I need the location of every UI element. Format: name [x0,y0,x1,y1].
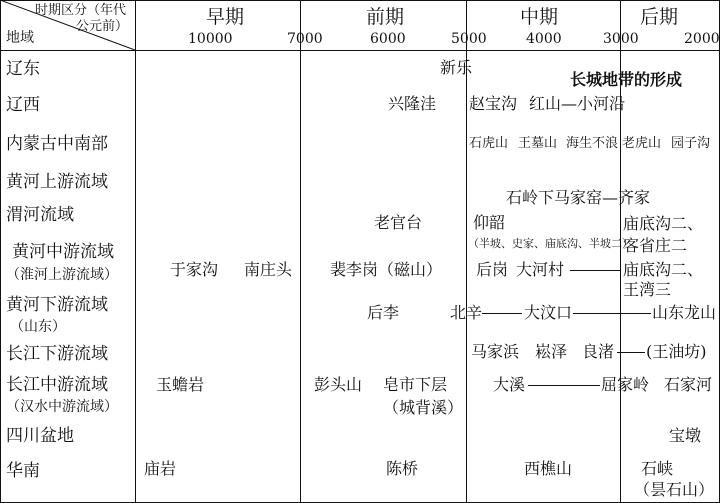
annotation-great-wall: 长城地带的形成 [570,70,683,89]
period-former: 前期 [366,6,405,28]
site-wangwan3: 王湾三 [623,280,672,299]
site-shijiahe: 石家河 [664,375,713,394]
sequence-line-dawenkou-longshan [573,313,651,314]
site-houli: 后李 [367,303,400,322]
site-shandong-longshan: 山东龙山 [652,303,717,322]
region-shandong: （山东） [10,319,66,335]
period-middle: 中期 [520,6,559,28]
site-dahecun: 大河村 [516,260,565,279]
tick-10000: 10000 [188,31,233,47]
region-lower-yangtze: 长江下游流域 [6,344,108,364]
sequence-line-daxi-qujialing [528,385,600,386]
site-daxi: 大溪 [493,375,526,394]
site-baodun: 宝墩 [669,426,702,445]
region-liaoxi: 辽西 [6,95,40,115]
region-upper-huai-river: （淮河上游流域） [6,267,118,283]
site-yangshao: 仰韶 [473,213,506,232]
site-miaoyan: 庙岩 [144,459,177,478]
region-upper-yellow-river: 黄河上游流域 [6,172,108,192]
region-inner-mongolia: 内蒙古中南部 [6,134,108,154]
site-wangmushan: 王墓山 [518,136,558,151]
sequence-line-beixin-dawenkou [482,313,522,314]
site-qujialing: 屈家岭 [601,375,650,394]
site-yuchanyan: 玉蟾岩 [156,375,205,394]
early-former-divider [300,0,301,503]
site-peiligang-cishan: 裴李岗（磁山） [330,260,443,279]
site-miaodigou2-wei: 庙底沟二、 [623,214,704,233]
tick-4000: 4000 [526,31,562,47]
site-haishengbulang: 海生不浪 [566,136,619,151]
site-majiabang: 马家浜 [471,342,520,361]
site-kexingzhuang2: 客省庄二 [623,236,688,255]
corner-unit-label: 公元前） [76,19,129,34]
site-tanshishan: （昙石山） [634,480,715,499]
region-middle-han-river: （汉水中游流域） [6,399,118,415]
site-miaodigou2-middle-yellow: 庙底沟二、 [623,260,704,279]
period-late: 后期 [640,6,679,28]
site-pengtoushan: 彭头山 [314,375,363,394]
region-liaodong: 辽东 [6,59,40,79]
region-south-china: 华南 [6,461,40,481]
site-hougang: 后岗 [476,260,509,279]
site-beixin: 北辛 [450,303,483,322]
site-songze: 崧泽 [535,342,568,361]
sequence-line-dahecun [570,270,620,271]
site-zhaobaogou: 赵宝沟 [469,94,518,113]
corner-period-label: 时期区分（年代 [35,3,127,18]
site-laohushan: 老虎山 [622,136,662,151]
region-column-separator [135,0,136,503]
site-hongshan: 红山—小河沿 [529,94,626,113]
region-wei-river: 渭河流域 [6,205,74,225]
period-early: 早期 [206,6,245,28]
site-xinle: 新乐 [440,58,473,77]
site-zaoshixiaceng: 皂市下层 [383,375,448,394]
region-middle-yellow-river: 黄河中游流域 [12,242,114,262]
region-lower-yellow-river: 黄河下游流域 [6,295,108,315]
region-sichuan-basin: 四川盆地 [6,426,74,446]
corner-region-label: 地域 [6,30,34,46]
site-chengbeixi: （城背溪） [383,398,464,417]
site-liangzhu: 良渚 [582,342,615,361]
region-middle-yangtze: 长江中游流域 [6,375,108,395]
sequence-line-liangzhu [617,352,645,353]
site-yuanzigou: 园子沟 [671,136,711,151]
tick-7000: 7000 [287,31,323,47]
site-xiqiaoshan: 西樵山 [524,459,573,478]
site-shihushan: 石虎山 [469,136,509,151]
tick-6000: 6000 [370,31,406,47]
table-left-border [0,0,1,503]
tick-2000: 2000 [684,31,720,47]
site-laoguantai: 老官台 [374,213,423,232]
site-wangyoufang: (王油坊) [646,342,707,361]
site-shixia: 石峡 [641,459,674,478]
site-xinglongwa: 兴隆洼 [388,94,437,113]
site-yujiagou: 于家沟 [170,260,219,279]
tick-3000: 3000 [603,31,639,47]
tick-5000: 5000 [451,31,487,47]
site-shilingxia-majiayao-qijia: 石岭下马家窑—齐家 [506,188,651,207]
site-dawenkou: 大汶口 [524,303,573,322]
site-nanzhuangtou: 南庄头 [244,260,293,279]
site-yangshao-subphases: （半坡、史家、庙底沟、半坡二） [468,237,633,250]
site-chenqiao: 陈桥 [386,459,419,478]
